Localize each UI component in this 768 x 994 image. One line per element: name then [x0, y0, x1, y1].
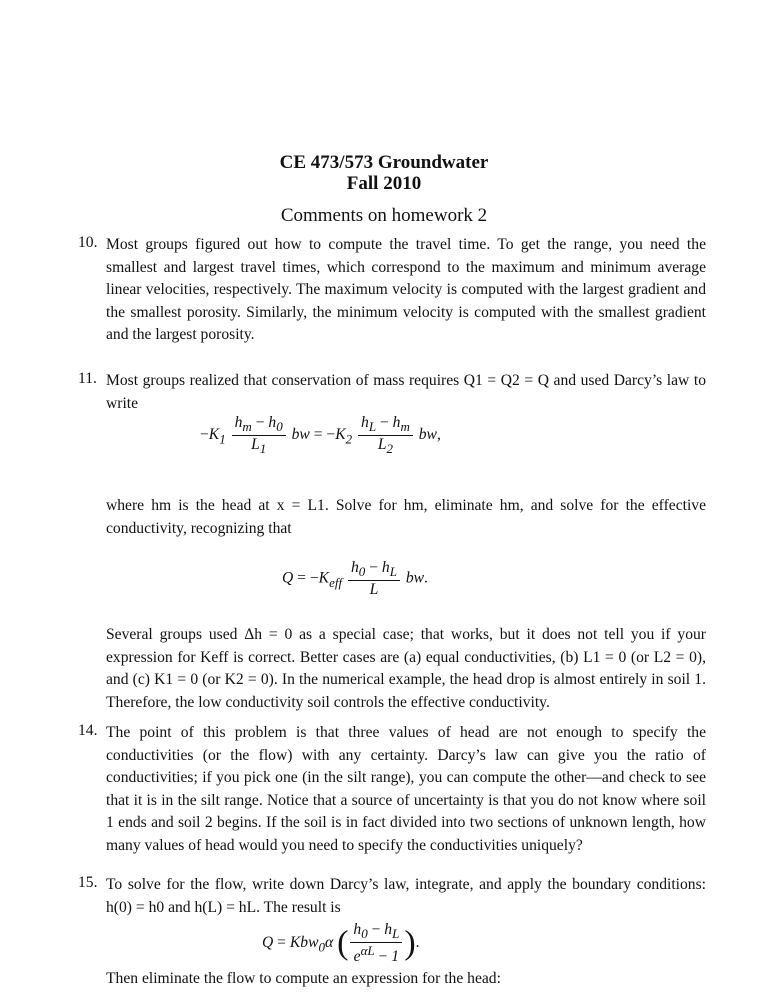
item-10-text: Most groups figured out how to compute the travel time. To get the range, you need the smallest and largest travel times, which correspond to the maximum and minimum average linear velocities, respectively. The maximum velocity is computed with the largest gradient and the smallest porosity. Similarly, the minimum velocity is computed with the smallest gradient and the largest porosity.: [106, 236, 706, 343]
item-number: 15.: [78, 874, 98, 891]
item-11-middle: where hm is the head at x = L1. Solve for hm, eliminate hm, and solve for the effective conductivity, recognizing that: [106, 497, 706, 537]
item-number: 11.: [78, 370, 97, 387]
item-15-middle: Then eliminate the flow to compute an expression for the head:: [106, 970, 501, 987]
course-title: CE 473/573 Groundwater: [279, 152, 489, 173]
item-11-closing: Several groups used Δh = 0 as a special case; that works, but it does not tell you if your expression for Keff is correct. Better cases are (a) equal conductivities, (b) L1 = 0 (or L2 = 0), and (c) K1 = 0 (or K2 = 0). In the numerical example, the head drop is almost entirely in soil 1. Therefore, the low conductivity soil controls the effective conductivity.: [106, 626, 706, 711]
document-subtitle: Comments on homework 2: [280, 205, 488, 226]
item-number: 10.: [78, 234, 98, 251]
item-15-intro: To solve for the flow, write down Darcy’s law, integrate, and apply the boundary conditions: h(0) = h0 and h(L) = hL. The result is: [106, 876, 706, 916]
term-title: Fall 2010: [346, 173, 422, 194]
equation-effective-flow: $Q = -K_{eff}$ $\frac{h_0 - h_L}{L}$ bw.: [282, 559, 428, 599]
equation-darcy-layers: $-K_1$ $\frac{h_m - h_0}{L_1}$ bw = $-K_2$ $\frac{h_L - h_m}{L_2}$ bw,: [200, 414, 441, 457]
item-14-text: The point of this problem is that three values of head are not enough to specify the conductivities (or the flow) with any certainty. Darcy’s law can give you the ratio of conductivities; if you pick one (in the silt range), you can compute the other—and check to see that it is in the silt range. Notice that a source of uncertainty is that you do not know where soil 1 ends and soil 2 begins. If the soil is in fact divided into two sections of unknown length, how many values of head would you need to specify the conductivities uniquely?: [106, 724, 706, 854]
item-11-intro: Most groups realized that conservation of mass requires Q1 = Q2 = Q and used Darcy’s law to write: [106, 372, 706, 412]
equation-flow-solution: Q = Kbw$_0$α ( $\frac{h_0 - h_L}{e^{\alpha L} - 1}$ ).: [262, 921, 420, 966]
item-number: 14.: [78, 722, 98, 739]
